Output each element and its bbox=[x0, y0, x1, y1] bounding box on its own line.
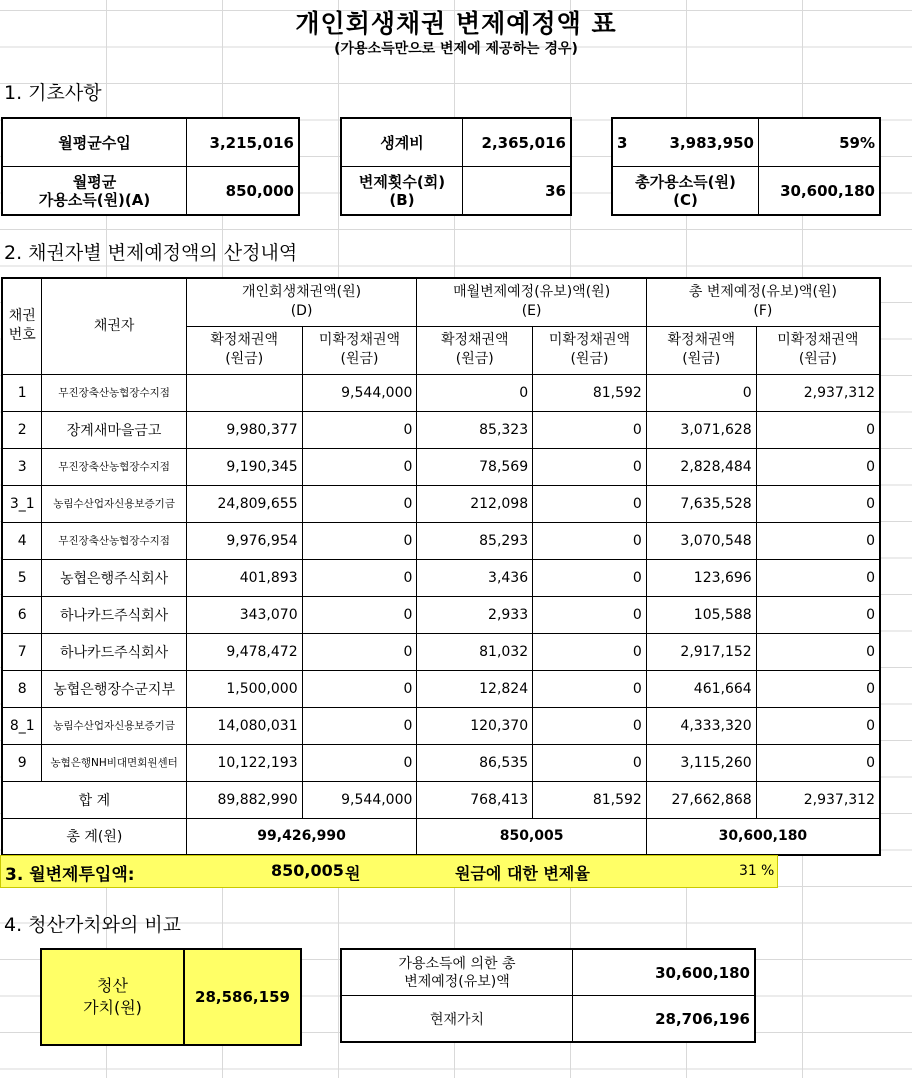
total-f: 30,600,180 bbox=[646, 818, 880, 855]
liquidation-label-line2: 가치(원) bbox=[83, 998, 142, 1017]
table-row bbox=[2, 448, 880, 485]
total-repay-label bbox=[341, 949, 573, 996]
creditor-no: 6 bbox=[2, 596, 42, 633]
header-d-unconfirmed bbox=[302, 326, 417, 374]
total-unconfirmed: 0 bbox=[756, 744, 880, 781]
monthly-confirmed: 3,436 bbox=[417, 559, 533, 596]
total-confirmed: 4,333,320 bbox=[646, 707, 756, 744]
total-repay-value: 30,600,180 bbox=[573, 949, 756, 996]
misc-amount: 3,983,950 bbox=[669, 133, 754, 152]
living-cost-label: 생계비 bbox=[341, 118, 463, 167]
header-d-unconfirmed-label: 미확정채권액 bbox=[318, 332, 401, 348]
table-row bbox=[2, 411, 880, 448]
header-f-confirmed-label: 확정채권액 bbox=[667, 332, 736, 348]
total-unconfirmed: 0 bbox=[756, 670, 880, 707]
living-cost-value: 2,365,016 bbox=[463, 118, 572, 167]
header-creditor: 채권자 bbox=[42, 278, 186, 374]
repay-count-value: 36 bbox=[463, 167, 572, 216]
monthly-unconfirmed: 0 bbox=[533, 670, 647, 707]
claim-confirmed: 14,080,031 bbox=[186, 707, 302, 744]
header-f-unconfirmed-label: 미확정채권액 bbox=[777, 332, 859, 348]
total-unconfirmed: 0 bbox=[756, 522, 880, 559]
monthly-confirmed: 85,323 bbox=[417, 411, 533, 448]
total-unconfirmed: 0 bbox=[756, 411, 880, 448]
monthly-confirmed: 81,032 bbox=[417, 633, 533, 670]
monthly-income-value: 3,215,016 bbox=[187, 118, 300, 167]
claim-unconfirmed: 0 bbox=[302, 448, 417, 485]
creditor-name: 농협은행NH비대면회원센터 bbox=[42, 744, 186, 781]
total-confirmed: 123,696 bbox=[646, 559, 756, 596]
total-unconfirmed: 0 bbox=[756, 485, 880, 522]
claim-confirmed: 1,500,000 bbox=[186, 670, 302, 707]
sum-d-unconfirmed: 9,544,000 bbox=[302, 781, 417, 818]
total-avail-label-line1: 총가용소득(원) bbox=[635, 172, 736, 191]
total-e: 850,005 bbox=[417, 818, 646, 855]
header-e-unconfirmed-principal: (원금) bbox=[570, 351, 609, 367]
claim-unconfirmed: 0 bbox=[302, 522, 417, 559]
claim-unconfirmed: 0 bbox=[302, 670, 417, 707]
claim-confirmed: 401,893 bbox=[186, 559, 302, 596]
header-e-unconfirmed bbox=[533, 326, 647, 374]
claim-unconfirmed: 0 bbox=[302, 485, 417, 522]
creditor-no: 8_1 bbox=[2, 707, 42, 744]
creditor-name: 무진장축산농협장수지점 bbox=[42, 522, 186, 559]
monthly-unconfirmed: 81,592 bbox=[533, 374, 647, 411]
claim-confirmed: 10,122,193 bbox=[186, 744, 302, 781]
section-liquidation-heading: 4. 청산가치와의 비교 bbox=[4, 914, 182, 936]
monthly-unconfirmed: 0 bbox=[533, 744, 647, 781]
repay-count-label-line2: (B) bbox=[389, 190, 415, 209]
repay-count-label-line1: 변제횟수(회) bbox=[358, 172, 446, 191]
header-claim-d bbox=[186, 278, 417, 326]
table-row bbox=[2, 744, 880, 781]
creditor-name: 농림수산업자신용보증기금 bbox=[42, 485, 186, 522]
total-confirmed: 3,071,628 bbox=[646, 411, 756, 448]
header-e-line2: (E) bbox=[521, 303, 542, 320]
claim-unconfirmed: 0 bbox=[302, 744, 417, 781]
header-f-unconfirmed-principal: (원금) bbox=[798, 351, 837, 367]
avail-income-label-line2: 가용소득(원)(A) bbox=[38, 190, 151, 209]
header-d-line1: 개인회생채권액(원) bbox=[242, 284, 362, 301]
creditor-no: 2 bbox=[2, 411, 42, 448]
monthly-amount: 850,005 bbox=[271, 861, 344, 880]
comparison-table bbox=[340, 948, 756, 1043]
total-confirmed: 2,828,484 bbox=[646, 448, 756, 485]
header-monthly-e bbox=[417, 278, 646, 326]
liquidation-table bbox=[40, 948, 302, 1046]
claim-unconfirmed: 0 bbox=[302, 633, 417, 670]
header-no-line2: 번호 bbox=[8, 327, 36, 344]
total-unconfirmed: 0 bbox=[756, 633, 880, 670]
header-d-unconfirmed-principal: (원금) bbox=[340, 351, 379, 367]
total-confirmed: 0 bbox=[646, 374, 756, 411]
table-row bbox=[2, 596, 880, 633]
claim-unconfirmed: 9,544,000 bbox=[302, 374, 417, 411]
creditor-name: 하나카드주식회사 bbox=[42, 596, 186, 633]
table-row bbox=[2, 559, 880, 596]
misc-cell bbox=[612, 118, 759, 167]
claim-unconfirmed: 0 bbox=[302, 596, 417, 633]
claim-confirmed: 9,190,345 bbox=[186, 448, 302, 485]
header-e-line1: 매월변제예정(유보)액(원) bbox=[453, 284, 611, 301]
page-title: 개인회생채권 변제예정액 표 bbox=[295, 9, 617, 38]
total-unconfirmed: 0 bbox=[756, 559, 880, 596]
creditor-no: 4 bbox=[2, 522, 42, 559]
creditor-no: 8 bbox=[2, 670, 42, 707]
monthly-unit: 원 bbox=[345, 864, 361, 883]
creditor-name: 농협은행주식회사 bbox=[42, 559, 186, 596]
total-unconfirmed: 0 bbox=[756, 707, 880, 744]
claim-unconfirmed: 0 bbox=[302, 559, 417, 596]
monthly-confirmed: 2,933 bbox=[417, 596, 533, 633]
header-e-unconfirmed-label: 미확정채권액 bbox=[548, 332, 631, 348]
header-f-confirmed-principal: (원금) bbox=[682, 351, 721, 367]
monthly-confirmed: 212,098 bbox=[417, 485, 533, 522]
sum-d-confirmed: 89,882,990 bbox=[186, 781, 302, 818]
total-confirmed: 105,588 bbox=[646, 596, 756, 633]
header-creditor-no bbox=[2, 278, 42, 374]
total-confirmed: 3,115,260 bbox=[646, 744, 756, 781]
header-f-line1: 총 변제예정(유보)액(원) bbox=[688, 284, 837, 301]
misc-number: 3 bbox=[617, 133, 628, 152]
total-confirmed: 7,635,528 bbox=[646, 485, 756, 522]
table-row bbox=[2, 707, 880, 744]
creditor-name: 장계새마을금고 bbox=[42, 411, 186, 448]
monthly-confirmed: 12,824 bbox=[417, 670, 533, 707]
section-monthly-heading: 3. 월변제투입액: bbox=[5, 865, 135, 885]
claim-confirmed: 9,976,954 bbox=[186, 522, 302, 559]
monthly-confirmed: 85,293 bbox=[417, 522, 533, 559]
header-e-confirmed bbox=[417, 326, 533, 374]
total-unconfirmed: 2,937,312 bbox=[756, 374, 880, 411]
creditor-no: 7 bbox=[2, 633, 42, 670]
creditor-no: 5 bbox=[2, 559, 42, 596]
creditor-name: 무진장축산농협장수지점 bbox=[42, 448, 186, 485]
total-unconfirmed: 0 bbox=[756, 596, 880, 633]
creditor-name: 농림수산업자신용보증기금 bbox=[42, 707, 186, 744]
basic-total-table bbox=[611, 117, 881, 216]
creditor-table bbox=[1, 277, 881, 856]
total-label: 총 계(원) bbox=[2, 818, 186, 855]
table-row bbox=[2, 670, 880, 707]
header-f-unconfirmed bbox=[756, 326, 880, 374]
monthly-unconfirmed: 0 bbox=[533, 596, 647, 633]
monthly-income-label: 월평균수입 bbox=[2, 118, 187, 167]
creditor-rows bbox=[2, 374, 880, 781]
monthly-unconfirmed: 0 bbox=[533, 522, 647, 559]
claim-unconfirmed: 0 bbox=[302, 411, 417, 448]
page-subtitle: (가용소득만으로 변제에 제공하는 경우) bbox=[334, 41, 578, 57]
total-unconfirmed: 0 bbox=[756, 448, 880, 485]
header-e-confirmed-label: 확정채권액 bbox=[440, 332, 509, 348]
creditor-name: 무진장축산농협장수지점 bbox=[42, 374, 186, 411]
present-value-label: 현재가치 bbox=[341, 996, 573, 1043]
monthly-unconfirmed: 0 bbox=[533, 448, 647, 485]
repay-ratio-value: 31 bbox=[739, 863, 757, 879]
table-row bbox=[2, 633, 880, 670]
monthly-confirmed: 120,370 bbox=[417, 707, 533, 744]
table-row bbox=[2, 485, 880, 522]
monthly-unconfirmed: 0 bbox=[533, 411, 647, 448]
repay-ratio-percent: % bbox=[761, 863, 775, 879]
creditor-name: 농협은행장수군지부 bbox=[42, 670, 186, 707]
total-confirmed: 461,664 bbox=[646, 670, 756, 707]
monthly-unconfirmed: 0 bbox=[533, 485, 647, 522]
liquidation-label bbox=[41, 949, 184, 1045]
total-d: 99,426,990 bbox=[186, 818, 417, 855]
avail-income-label-line1: 월평균 bbox=[72, 172, 117, 191]
monthly-repayment-bar bbox=[0, 855, 778, 888]
sum-e-confirmed: 768,413 bbox=[417, 781, 533, 818]
sum-e-unconfirmed: 81,592 bbox=[533, 781, 647, 818]
total-repay-label-line2: 변제예정(유보)액 bbox=[404, 973, 510, 990]
creditor-name: 하나카드주식회사 bbox=[42, 633, 186, 670]
basic-living-table bbox=[340, 117, 572, 216]
header-f-confirmed bbox=[646, 326, 756, 374]
repay-count-label bbox=[341, 167, 463, 216]
sum-f-unconfirmed: 2,937,312 bbox=[756, 781, 880, 818]
creditor-no: 3 bbox=[2, 448, 42, 485]
sum-f-confirmed: 27,662,868 bbox=[646, 781, 756, 818]
header-e-confirmed-principal: (원금) bbox=[455, 351, 494, 367]
avail-income-label bbox=[2, 167, 187, 216]
monthly-confirmed: 78,569 bbox=[417, 448, 533, 485]
header-d-confirmed-label: 확정채권액 bbox=[210, 332, 278, 348]
header-d-line2: (D) bbox=[290, 303, 313, 320]
monthly-unconfirmed: 0 bbox=[533, 707, 647, 744]
liquidation-value: 28,586,159 bbox=[184, 949, 301, 1045]
total-confirmed: 2,917,152 bbox=[646, 633, 756, 670]
avail-income-value: 850,000 bbox=[187, 167, 300, 216]
table-row bbox=[2, 522, 880, 559]
claim-confirmed: 9,980,377 bbox=[186, 411, 302, 448]
liquidation-label-line1: 청산 bbox=[97, 976, 128, 995]
total-avail-label-line2: (C) bbox=[673, 190, 698, 209]
monthly-confirmed: 0 bbox=[417, 374, 533, 411]
repay-ratio-label: 원금에 대한 변제율 bbox=[455, 864, 590, 883]
total-repay-label-line1: 가용소득에 의한 총 bbox=[398, 955, 516, 972]
header-total-f bbox=[646, 278, 880, 326]
present-value-value: 28,706,196 bbox=[573, 996, 756, 1043]
header-d-confirmed-principal: (원금) bbox=[225, 351, 264, 367]
claim-confirmed: 9,478,472 bbox=[186, 633, 302, 670]
monthly-unconfirmed: 0 bbox=[533, 559, 647, 596]
table-row bbox=[2, 374, 880, 411]
creditor-no: 3_1 bbox=[2, 485, 42, 522]
claim-unconfirmed: 0 bbox=[302, 707, 417, 744]
total-confirmed: 3,070,548 bbox=[646, 522, 756, 559]
creditor-no: 9 bbox=[2, 744, 42, 781]
claim-confirmed bbox=[186, 374, 302, 411]
claim-confirmed: 24,809,655 bbox=[186, 485, 302, 522]
header-d-confirmed bbox=[186, 326, 302, 374]
creditor-no: 1 bbox=[2, 374, 42, 411]
basic-income-table bbox=[1, 117, 300, 216]
sum-label: 합 계 bbox=[2, 781, 186, 818]
total-avail-value: 30,600,180 bbox=[759, 167, 881, 216]
claim-confirmed: 343,070 bbox=[186, 596, 302, 633]
header-no-line1: 채권 bbox=[8, 308, 36, 325]
monthly-unconfirmed: 0 bbox=[533, 633, 647, 670]
total-avail-label bbox=[612, 167, 759, 216]
section-basic-heading: 1. 기초사항 bbox=[4, 82, 102, 104]
header-f-line2: (F) bbox=[753, 303, 773, 320]
monthly-confirmed: 86,535 bbox=[417, 744, 533, 781]
misc-percent: 59% bbox=[759, 118, 881, 167]
section-creditor-heading: 2. 채권자별 변제예정액의 산정내역 bbox=[4, 242, 298, 264]
